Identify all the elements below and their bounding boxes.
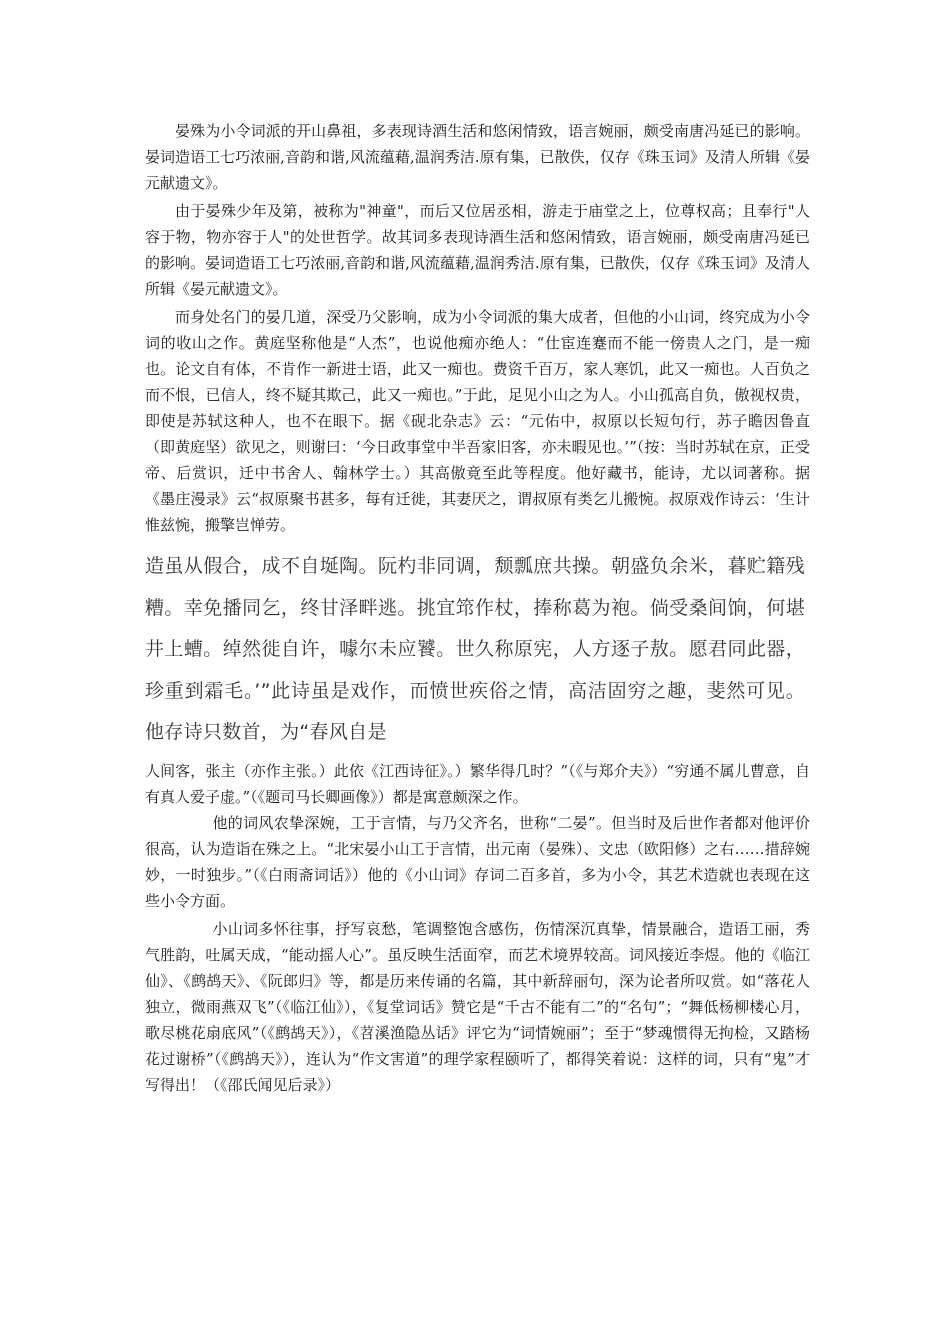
paragraph-poem-continuation: 人间客，张主（亦作主张。）此依《江西诗征》。）繁华得几时？”（《与郑介夫》）“穷通不属儿曹意，自有真人爱子虚。”（《题司马长卿画像》）都是寓意颇深之作。 (145, 761, 810, 806)
paragraph-yan-jidao-character: 而身处名门的晏几道，深受乃父影响，成为小令词派的集大成者，但他的小山词，终究成为小令词的收山之作。黄庭坚称他是“人杰”，也说他痴亦绝人：“仕宦连蹇而不能一傍贵人之门，是一痴也。论文自有体，不肯作一新进士语，此又一痴也。费资千百万，家人寒饥，此又一痴也。人百负之而不恨，已信人，终不疑其欺己，此又一痴也。”于此，足见小山之为人。小山孤高自负，傲视权贵，即使是苏轼这种人，也不在眼下。据《砚北杂志》云：“元佑中，叔原以长短句行，苏子瞻因鲁直（即黄庭坚）欲见之，则谢曰：‘今日政事堂中半吾家旧客，亦未暇见也。’”（按：当时苏轼在京，正受帝、后赏识，迁中书舍人、翰林学士。）其高傲竟至此等程度。他好藏书，能诗，尤以词著称。据《墨庄漫录》云“叔原聚书甚多，每有迁徙，其妻厌之，谓叔原有类乞儿搬惋。叔原戏作诗云：‘生计惟兹惋，搬擎岂惮劳。 (145, 308, 810, 534)
document-page (145, 118, 810, 1098)
paragraph-yan-shu-biography: 由于晏殊少年及第，被称为"神童"，而后又位居丞相，游走于庙堂之上，位尊权高；且奉行"人容于物，物亦容于人"的处世哲学。故其词多表现诗酒生活和悠闲情致，语言婉丽，颇受南唐冯延已的影响。晏词造语工七巧浓丽,音韵和谐,风流蕴藉,温润秀洁.原有集，已散佚，仅存《珠玉词》及清人所辑《晏元献遗文》。 (145, 202, 810, 298)
paragraph-yan-shu-intro: 晏殊为小令词派的开山鼻祖，多表现诗酒生活和悠闲情致，语言婉丽，颇受南唐冯延已的影响。晏词造语工七巧浓丽,音韵和谐,风流蕴藉,温润秀洁.原有集，已散佚，仅存《珠玉词》及清人所辑《晏元献遗文》。 (145, 122, 810, 192)
paragraph-ci-style: 他的词风农挚深婉，工于言情，与乃父齐名，世称“二晏”。但当时及后世作者都对他评价很高，认为造诣在殊之上。“北宋晏小山工于言情，出元南（晏殊）、文忠（欧阳修）之右……措辞婉妙，一时独步。”（《白雨斋词话》）他的《小山词》存词二百多首，多为小令，其艺术造就也表现在这些小令方面。 (145, 813, 810, 910)
paragraph-xiaoshan-ci: 小山词多怀往事，抒写哀愁，笔调整饱含感伤，伤情深沉真挚，情景融合，造语工丽，秀气胜韵，吐属天成，“能动摇人心”。虽反映生活面窄，而艺术境界较高。词风接近李煜。他的《临江仙》、《鹧鸪天》、《阮郎归》等，都是历来传诵的名篇，其中新辞丽句，深为论者所叹赏。如“落花人独立，微雨燕双飞”（《临江仙》），《复堂词话》赞它是“千古不能有二”的“名句”；“舞低杨柳楼心月，歌尽桃花扇底风”（《鹧鸪天》），《苕溪渔隐丛话》评它为“词情婉丽”；至于“梦魂惯得无拘检，又踏杨花过谢桥”（《鹧鸪天》），连认为“作文害道”的理学家程颐听了，都得笑着说：这样的词，只有“鬼”才写得出！（《邵氏闻见后录》） (145, 919, 810, 1094)
paragraph-poem-large-print: 造虽从假合，成不自埏陶。阮杓非同调，颓瓢庶共操。朝盛负余米，暮贮籍残糟。幸免播同乞，终甘泽畔逃。挑宜筇作杖，捧称葛为袍。倘受桑间饷，何堪井上螬。绰然徙自许，噱尔未应饕。世久称原宪，人方逐子敖。愿君同此器，珍重到霜毛。’”此诗虽是戏作，而愤世疾俗之情，高洁固穷之趣，斐然可见。他存诗只数首，为“春风自是 (145, 555, 805, 743)
